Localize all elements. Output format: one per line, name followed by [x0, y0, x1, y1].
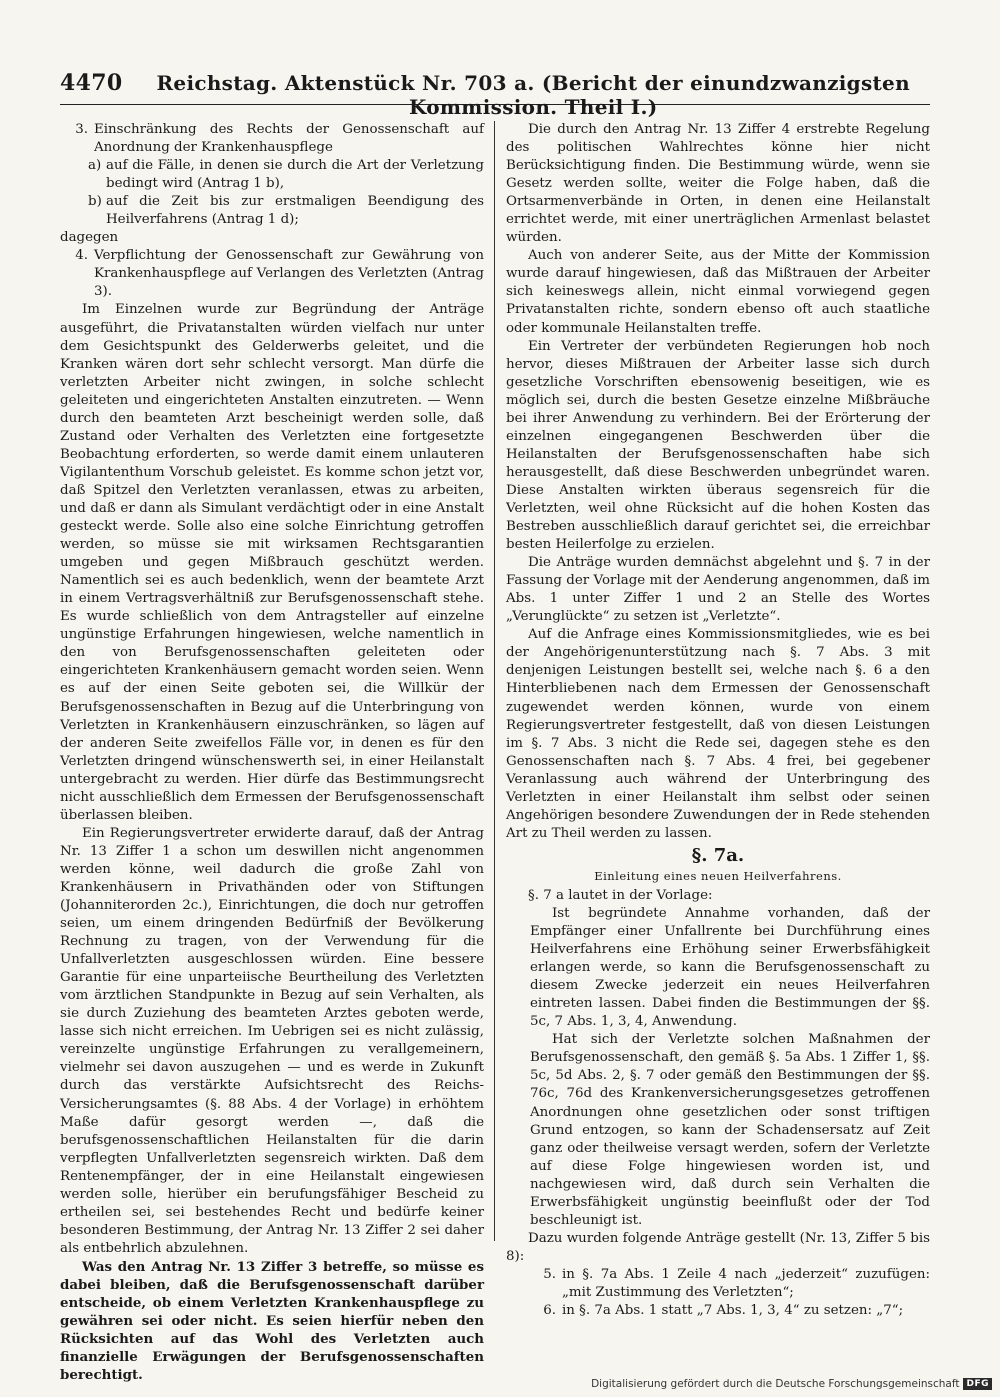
- paragraph: Ein Regierungsvertreter erwiderte darauf, daß der Antrag Nr. 13 Ziffer 1 a schon um deswillen nicht angenommen werden könne, weil dadurch die große Zahl von Krankenhäusern in Privathänden oder von Stiftungen (Johanniterorden 2c.), Einrichtungen, die doch nur getroffen seien, um einem dringenden Bedürfniß der Bevölkerung Rechnung zu tragen, von der Verwendung für die Unfallverletzten ausgeschlossen würden. Eine bessere Garantie für eine unparteiische Beurtheilung des Verletzten vom ärztlichen Standpunkte in Bezug auf sein Verhalten, als sie durch Zuziehung des beamteten Arztes geboten werde, lasse sich nicht erreichen. Im Uebrigen sei es nicht zulässig, vereinzelte ungünstige Erfahrungen zu verallgemeinern, vielmehr sei davon auszugehen — und es werde in Zukunft durch das verstärkte Aufsichtsrecht des Reichs-Versicherungsamtes (§. 88 Abs. 4 der Vorlage) in erhöhtem Maße dafür gesorgt werden —, daß die berufsgenossenschaftlichen Heilanstalten für die darin verpflegten Unfallverletzten segensreich wirkten. Daß dem Rentenempfänger, der in eine Heilanstalt eingewiesen werden solle, hierüber ein berufungsfähiger Bescheid zu ertheilen sei, sei bestehendes Recht und bedürfe keiner besonderen Bestimmung, der Antrag Nr. 13 Ziffer 2 sei daher als entbehrlich abzulehnen.: [60, 825, 484, 1256]
- paragraph: Die Anträge wurden demnächst abgelehnt und §. 7 in der Fassung der Vorlage mit der Aenderung angenommen, daß im Abs. 1 unter Ziffer 1 und 2 an Stelle des Wortes „Verunglückte“ zu setzen ist „Verletzte“.: [506, 555, 930, 625]
- paragraph: Dazu wurden folgende Anträge gestellt (Nr. 13, Ziffer 5 bis 8):: [506, 1230, 930, 1264]
- digitization-footer: [591, 1378, 992, 1390]
- paragraph: Auf die Anfrage eines Kommissionsmitgliedes, wie es bei der Angehörigenunterstützung nach §. 7 Abs. 3 mit denjenigen Leistungen bestellt sei, welche nach §. 6 a den Hinterbliebenen nach dem Ermessen der Genossenschaft zugewendet werden können, wurde von einem Regierungsvertreter festgestellt, daß von diesen Leistungen im §. 7 Abs. 3 nicht die Rede sei, dagegen stehe es den Genossenschaften nach §. 7 Abs. 4 frei, bei gegebener Veranlassung auch während der Unterbringung des Verletzten in einer Heilanstalt ihm selbst oder seinen Angehörigen besondere Zuwendungen der in Rede stehenden Art zu Theil werden zu lassen.: [506, 627, 930, 841]
- right-column: [506, 121, 930, 1384]
- list-item: 5. in §. 7a Abs. 1 Zeile 4 nach „jederzeit“ zuzufügen: „mit Zustimmung des Verletzten“;: [543, 1266, 930, 1300]
- sub-item: a) auf die Fälle, in denen sie durch die Art der Verletzung bedingt wird (Antrag 1 b),: [88, 158, 484, 192]
- section-heading: §. 7a.: [691, 844, 745, 866]
- paragraph: Die durch den Antrag Nr. 13 Ziffer 4 erstrebte Regelung des politischen Wahlrechtes könne hier nicht Berücksichtigung finden. Die Bestimmung würde, wenn sie Gesetz werden sollte, weiter die Folge haben, daß die Ortsarmenverbände in Orten, in denen eine Heilanstalt errichtet werde, mit einer unerträglichen Armenlast belastet würden.: [506, 122, 930, 246]
- paragraph: Im Einzelnen wurde zur Begründung der Anträge ausgeführt, die Privatanstalten würden vielfach nur unter dem Gesichtspunkt des Gelderwerbs geleitet, und die Kranken wären dort sehr schlecht versorgt. Man dürfe die verletzten Arbeiter nicht zwingen, in solche schlecht geleiteten und eingerichteten Anstalten einzutreten. — Wenn durch den beamteten Arzt bescheinigt werden solle, daß Zustand oder Verhalten des Verletzten eine fortgesetzte Beobachtung erforderten, so werde damit einem unlauteren Vigilantenthum Vorschub geleistet. Es komme schon jetzt vor, daß Spitzel den Verletzten veranlassen, etwas zu arbeiten, und daß er dann als Simulant verdächtigt oder in eine Anstalt gesteckt werde. Solle also eine solche Einrichtung getroffen werden, so müsse sie mit wirksamen Rechtsgarantien umgeben und gegen Mißbrauch geschützt werden. Namentlich sei es auch bedenklich, wenn der beamtete Arzt in einem Vertragsverhältniß zur Berufsgenossenschaft stehe. Es wurde schließlich von dem Antragsteller auf einzelne ungünstige Erfahrungen hingewiesen, welche namentlich in den von Berufsgenossenschaften geleiteten oder eingerichteten Krankenhäusern gemacht worden seien. Wenn es auf der einen Seite geboten sei, die Willkür der Berufsgenossenschaften in Bezug auf die Unterbringung von Verletzten in Krankenhäusern einzuschränken, so lägen auf der anderen Seite zweifellos Fälle vor, in denen es für den Verletzten dringend wünschenswerth sei, in einer Heilanstalt untergebracht zu werden. Hier dürfe das Bestimmungsrecht nicht ausschließlich dem Ermessen der Berufsgenossenschaft überlassen bleiben.: [60, 302, 484, 823]
- quoted-paragraph: Hat sich der Verletzte solchen Maßnahmen der Berufsgenossenschaft, den gemäß §. 5a Abs. 1 Ziffer 1, §§. 5c, 5d Abs. 2, §. 7 oder gemäß den Bestimmungen der §§. 76c, 76d des Krankenversicherungsgesetzes getroffenen Anordnungen ohne gesetzlichen oder sonst triftigen Grund entzogen, so kann der Schadensersatz auf Zeit ganz oder theilweise versagt werden, sofern der Verletzte auf diese Folge hingewiesen worden ist, und nachgewiesen wird, daß durch sein Verhalten die Erwerbsfähigkeit ungünstig beeinflußt oder der Tod beschleunigt ist.: [530, 1032, 930, 1228]
- dfg-logo: DFG: [963, 1378, 992, 1390]
- text-columns: [60, 121, 930, 1384]
- footer-text: Digitalisierung gefördert durch die Deutsche Forschungsgemeinschaft: [591, 1378, 960, 1390]
- page-number: 4470: [60, 70, 123, 96]
- column-divider: [494, 121, 495, 1241]
- left-column: [60, 121, 484, 1384]
- list-item: 6. in §. 7a Abs. 1 statt „7 Abs. 1, 3, 4“ zu setzen: „7“;: [543, 1303, 904, 1319]
- paragraph: Was den Antrag Nr. 13 Ziffer 3 betreffe, so müsse es dabei bleiben, daß die Berufsgenossenschaft darüber entscheide, ob einem Verletzten Krankenhauspflege zu gewähren sei oder nicht. Es seien hierfür neben den Rücksichten auf das Wohl des Verletzten auch finanzielle Erwägungen der Berufsgenossenschaften berechtigt.: [60, 1258, 484, 1384]
- list-item: 4. Verpflichtung der Genossenschaft zur Gewährung von Krankenhauspflege auf Verlangen des Verletzten (Antrag 3).: [75, 248, 484, 300]
- page-header: [60, 70, 930, 119]
- document-page: [60, 70, 930, 1384]
- running-title: Reichstag. Aktenstück Nr. 703 a. (Bericht der einundzwanzigsten Kommission. Theil I.): [156, 71, 910, 119]
- paragraph: Ein Vertreter der verbündeten Regierungen hob noch hervor, dieses Mißtrauen der Arbeiter lasse sich durch gesetzliche Vorschriften ebensowenig beseitigen, wie es möglich sei, durch die besten Gesetze einzelne Mißbräuche bei ihrer Anwendung zu verhindern. Bei der Erörterung der einzelnen eingegangenen Beschwerden über die Heilanstalten der Berufsgenossenschaften habe sich herausgestellt, daß diese Beschwerden unbegründet waren. Diese Anstalten wirkten überaus segensreich für die Verletzten, weil ohne Rücksicht auf die hohen Kosten das Bestreben ausschließlich darauf gerichtet sei, die erreichbar besten Heilerfolge zu erzielen.: [506, 338, 930, 553]
- paragraph: §. 7 a lautet in der Vorlage:: [528, 887, 713, 903]
- paragraph-dagegen: dagegen: [60, 230, 119, 246]
- section-subheading: Einleitung eines neuen Heilverfahrens.: [594, 868, 842, 883]
- list-item: 3. Einschränkung des Rechts der Genossenschaft auf Anordnung der Krankenhauspflege: [75, 122, 484, 156]
- quoted-paragraph: Ist begründete Annahme vorhanden, daß der Empfänger einer Unfallrente bei Durchführung eines Heilverfahrens eine Erhöhung seiner Erwerbsfähigkeit erlangen werde, so kann die Berufsgenossenschaft zu diesem Zwecke jederzeit ein neues Heilverfahren eintreten lassen. Dabei finden die Bestimmungen der §§. 5c, 7 Abs. 1, 3, 4, Anwendung.: [530, 906, 930, 1030]
- sub-item: b) auf die Zeit bis zur erstmaligen Beendigung des Heilverfahrens (Antrag 1 d);: [88, 194, 484, 228]
- paragraph: Auch von anderer Seite, aus der Mitte der Kommission wurde darauf hingewiesen, daß das Mißtrauen der Arbeiter sich keineswegs allein, nicht einmal vorwiegend gegen Privatanstalten richte, sondern ebenso oft auch staatliche oder kommunale Heilanstalten treffe.: [506, 248, 930, 336]
